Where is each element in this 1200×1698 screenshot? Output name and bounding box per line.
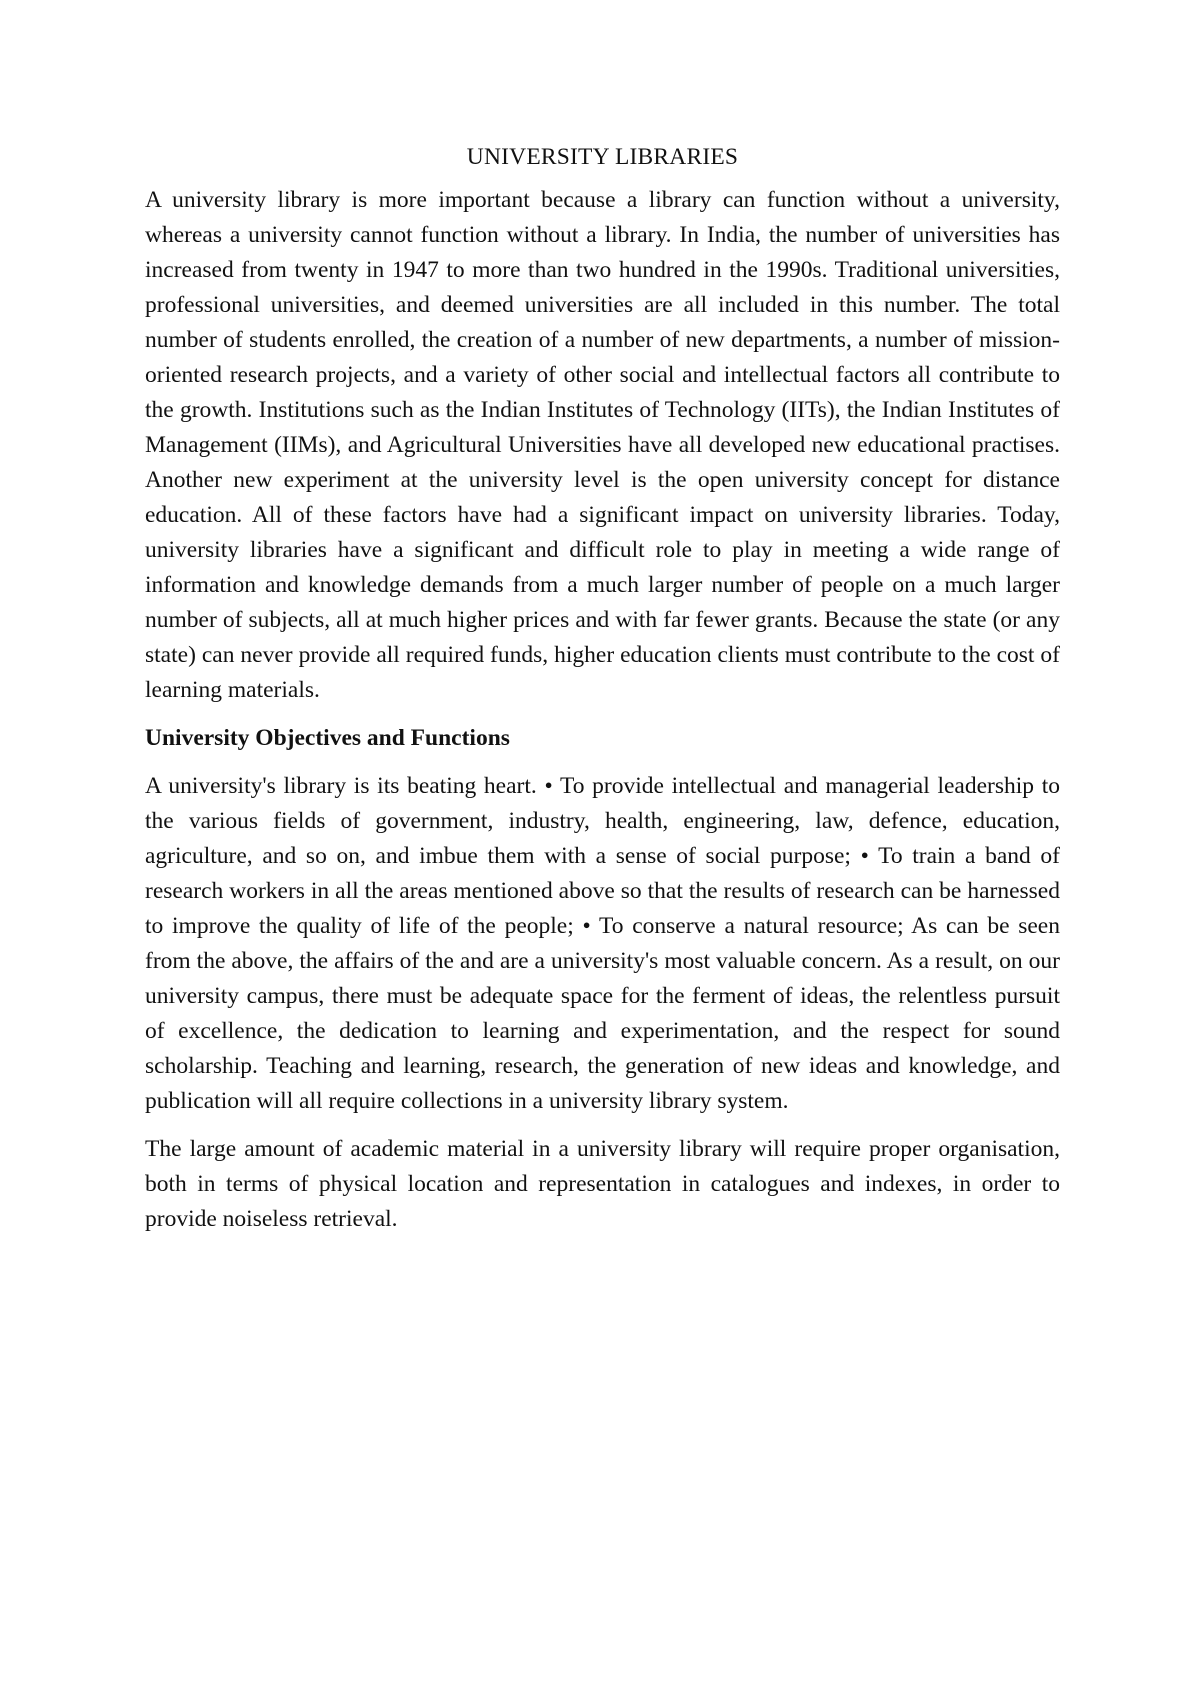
intro-paragraph: A university library is more important because a library can function without a university, whereas a university cannot function without a library. In India, the number of universities has increased from twenty in 1947 to more than two hundred in the 1990s. Traditional universities, professional universities, and deemed universities are all included in this number. The total number of students enrolled, the creation of a number of new departments, a number of mission-oriented research projects, and a variety of other social and intellectual factors all contribute to the growth. Institutions such as the Indian Institutes of Technology (IITs), the Indian Institutes of Management (IIMs), and Agricultural Universities have all developed new educational practises. Another new experiment at the university level is the open university concept for distance education. All of these factors have had a significant impact on university libraries. Today, university libraries have a significant and difficult role to play in meeting a wide range of information and knowledge demands from a much larger number of people on a much larger number of subjects, all at much higher prices and with far fewer grants. Because the state (or any state) can never provide all required funds, higher education clients must contribute to the cost of learning materials. xyxy=(145,187,1060,703)
objectives-paragraph: A university's library is its beating heart. • To provide intellectual and managerial leadership to the various fields of government, industry, health, engineering, law, defence, education, agriculture, and so on, and imbue them with a sense of social purpose; • To train a band of research workers in all the areas mentioned above so that the results of research can be harnessed to improve the quality of life of the people; • To conserve a natural resource; As can be seen from the above, the affairs of the and are a university's most valuable concern. As a result, on our university campus, there must be adequate space for the ferment of ideas, the relentless pursuit of excellence, the dedication to learning and experimentation, and the respect for sound scholarship. Teaching and learning, research, the generation of new ideas and knowledge, and publication will all require collections in a university library system. xyxy=(145,773,1060,1114)
section-heading: University Objectives and Functions xyxy=(145,725,510,751)
closing-paragraph: The large amount of academic material in a university library will require proper organisation, both in terms of physical location and representation in catalogues and indexes, in order to provide noiseless retrieval. xyxy=(145,1136,1060,1232)
document-page xyxy=(145,140,1060,1250)
document-title: UNIVERSITY LIBRARIES xyxy=(466,144,739,170)
